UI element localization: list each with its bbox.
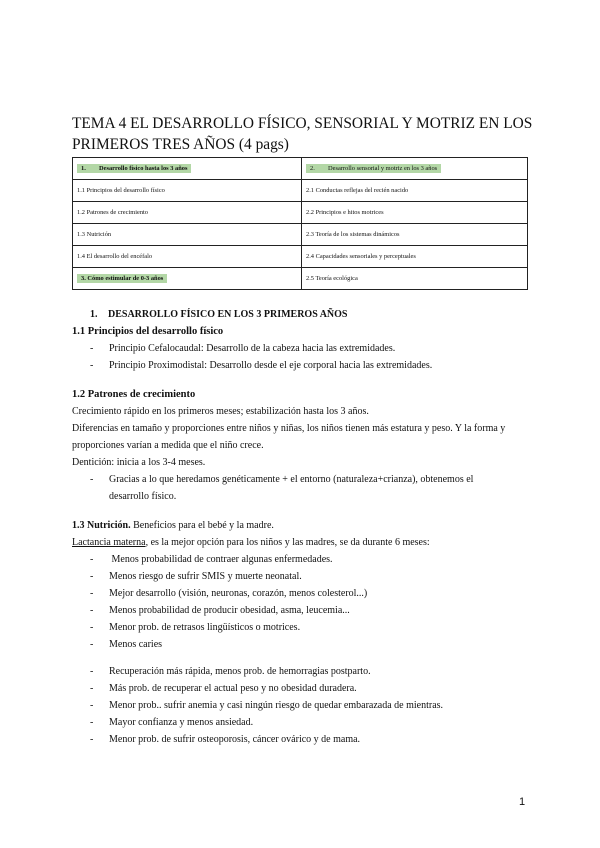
paragraph: Lactancia materna, es la mejor opción para los niños y las madres, se da durante 6 meses:	[72, 537, 430, 548]
list-item: - Mayor confianza y menos ansiedad.	[90, 717, 254, 728]
page-number: 1	[519, 796, 526, 808]
table-row	[73, 246, 528, 268]
bullet-list	[72, 551, 532, 653]
table-cell: 2.2 Principios e hitos motrices	[302, 202, 528, 224]
title-line-2: PRIMEROS TRES AÑOS (4 pags)	[72, 136, 289, 153]
subsection-heading: 1.1 Principios del desarrollo físico	[72, 326, 224, 337]
list-item: - Mejor desarrollo (visión, neuronas, corazón, menos colesterol...)	[90, 588, 368, 599]
table-cell: 1.4 El desarrollo del encéfalo	[73, 246, 302, 268]
bullet-list	[72, 340, 532, 374]
table-row	[73, 158, 528, 180]
table-cell	[302, 158, 528, 180]
table-cell: 2.5 Teoría ecológica	[302, 268, 528, 290]
section-heading: 1. DESARROLLO FÍSICO EN LOS 3 PRIMEROS AÑOS	[90, 309, 348, 320]
bullet-list	[72, 471, 532, 505]
table-cell: 1.2 Patrones de crecimiento	[73, 202, 302, 224]
list-item: - Menos caries	[90, 639, 163, 650]
list-item: - Menos riesgo de sufrir SMIS y muerte neonatal.	[90, 571, 302, 582]
list-item: - Menor prob.. sufrir anemia y casi ningún riesgo de quedar embarazada de mientras.	[90, 700, 444, 711]
document-title	[72, 113, 533, 155]
list-item: - Más prob. de recuperar el actual peso y no obesidad duradera.	[90, 683, 357, 694]
table-cell: 2.4 Capacidades sensoriales y perceptuales	[302, 246, 528, 268]
table-row	[73, 268, 528, 290]
title-line-1: TEMA 4 EL DESARROLLO FÍSICO, SENSORIAL Y MOTRIZ EN LOS	[72, 115, 533, 132]
table-row	[73, 180, 528, 202]
subsection-heading: 1.3 Nutrición. Beneficios para el bebé y la madre.	[72, 520, 274, 531]
list-item: - Principio Cefalocaudal: Desarrollo de la cabeza hacia las extremidades.	[90, 343, 396, 354]
contents-table	[72, 157, 528, 290]
list-item: - Menor prob. de retrasos lingüísticos o motrices.	[90, 622, 301, 633]
subsection-heading: 1.2 Patrones de crecimiento	[72, 389, 196, 400]
table-cell: 2.1 Conductas reflejas del recién nacido	[302, 180, 528, 202]
table-cell: 2.3 Teoría de los sistemas dinámicos	[302, 224, 528, 246]
table-row	[73, 202, 528, 224]
list-item: - Menos probabilidad de producir obesidad, asma, leucemia...	[90, 605, 350, 616]
bullet-list	[72, 663, 532, 748]
paragraph: Crecimiento rápido en los primeros meses; estabilización hasta los 3 años.	[72, 406, 369, 417]
underlined-term: Lactancia materna	[72, 537, 146, 548]
table-cell	[73, 158, 302, 180]
list-item: - Menor prob. de sufrir osteoporosis, cáncer ovárico y de mama.	[90, 734, 361, 745]
highlighted-heading: 3. Cómo estimular de 0-3 años	[77, 274, 167, 283]
table-row	[73, 224, 528, 246]
table-cell: 1.1 Principios del desarrollo físico	[73, 180, 302, 202]
paragraph: Diferencias en tamaño y proporciones entre niños y niñas, los niños tienen más estatura y peso. Y la forma y	[72, 423, 506, 434]
paragraph: Dentición: inicia a los 3-4 meses.	[72, 457, 206, 468]
table-cell: 1.3 Nutrición	[73, 224, 302, 246]
list-item: - Menos probabilidad de contraer algunas enfermedades.	[90, 554, 333, 565]
list-item: - Principio Proximodistal: Desarrollo desde el eje corporal hacia las extremidades.	[90, 360, 433, 371]
table-cell	[73, 268, 302, 290]
highlighted-heading: 1. Desarrollo físico hasta los 3 años	[77, 164, 191, 173]
highlighted-heading: 2. Desarrollo sensorial y motriz en los 3 años	[306, 164, 441, 173]
document-body	[72, 306, 532, 748]
paragraph: proporciones varían a medida que el niño crece.	[72, 440, 264, 451]
list-item: - Recuperación más rápida, menos prob. de hemorragias postparto.	[90, 666, 371, 677]
list-item: - Gracias a lo que heredamos genéticamente + el entorno (naturaleza+crianza), obtenemos el desarrollo físico.	[90, 474, 474, 502]
